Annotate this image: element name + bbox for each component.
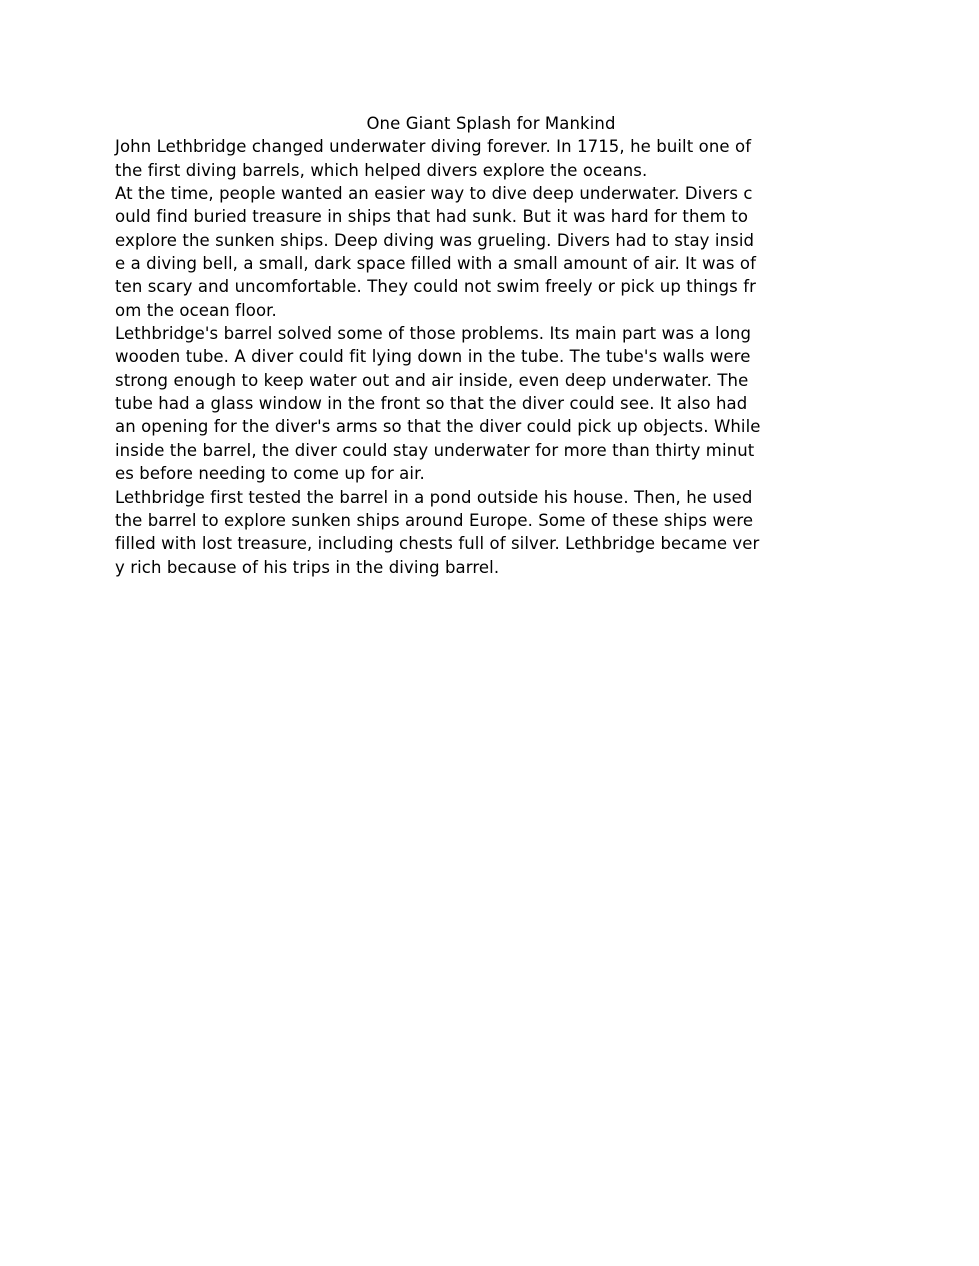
text-line: Lethbridge first tested the barrel in a pond outside his house. Then, he used bbox=[115, 487, 753, 507]
text-line: John Lethbridge changed underwater diving forever. In 1715, he built one of bbox=[115, 137, 752, 157]
text-line: Lethbridge's barrel solved some of those problems. Its main part was a long bbox=[115, 324, 752, 344]
text-line: ould find buried treasure in ships that had sunk. But it was hard for them to bbox=[115, 207, 749, 227]
text-line: wooden tube. A diver could fit lying down in the tube. The tube's walls were bbox=[115, 347, 751, 367]
text-line: the first diving barrels, which helped divers explore the oceans. bbox=[115, 160, 648, 180]
text-line: filled with lost treasure, including chests full of silver. Lethbridge became ver bbox=[115, 534, 760, 554]
text-line: es before needing to come up for air. bbox=[115, 464, 425, 484]
text-line: At the time, people wanted an easier way to dive deep underwater. Divers c bbox=[115, 184, 753, 204]
text-line: ten scary and uncomfortable. They could not swim freely or pick up things fr bbox=[115, 277, 757, 297]
text-line: explore the sunken ships. Deep diving was grueling. Divers had to stay insid bbox=[115, 230, 755, 250]
text-line: inside the barrel, the diver could stay underwater for more than thirty minut bbox=[115, 440, 755, 460]
text-line: the barrel to explore sunken ships around Europe. Some of these ships were bbox=[115, 510, 754, 530]
text-line: e a diving bell, a small, dark space filled with a small amount of air. It was of bbox=[115, 254, 757, 274]
document-page bbox=[115, 112, 867, 579]
text-line: tube had a glass window in the front so that the diver could see. It also had bbox=[115, 394, 748, 414]
text-line: y rich because of his trips in the diving barrel. bbox=[115, 557, 500, 577]
text-line: om the ocean floor. bbox=[115, 300, 277, 320]
document-title: One Giant Splash for Mankind bbox=[366, 114, 616, 133]
text-line: an opening for the diver's arms so that the diver could pick up objects. While bbox=[115, 417, 761, 437]
text-line: strong enough to keep water out and air inside, even deep underwater. The bbox=[115, 370, 749, 390]
